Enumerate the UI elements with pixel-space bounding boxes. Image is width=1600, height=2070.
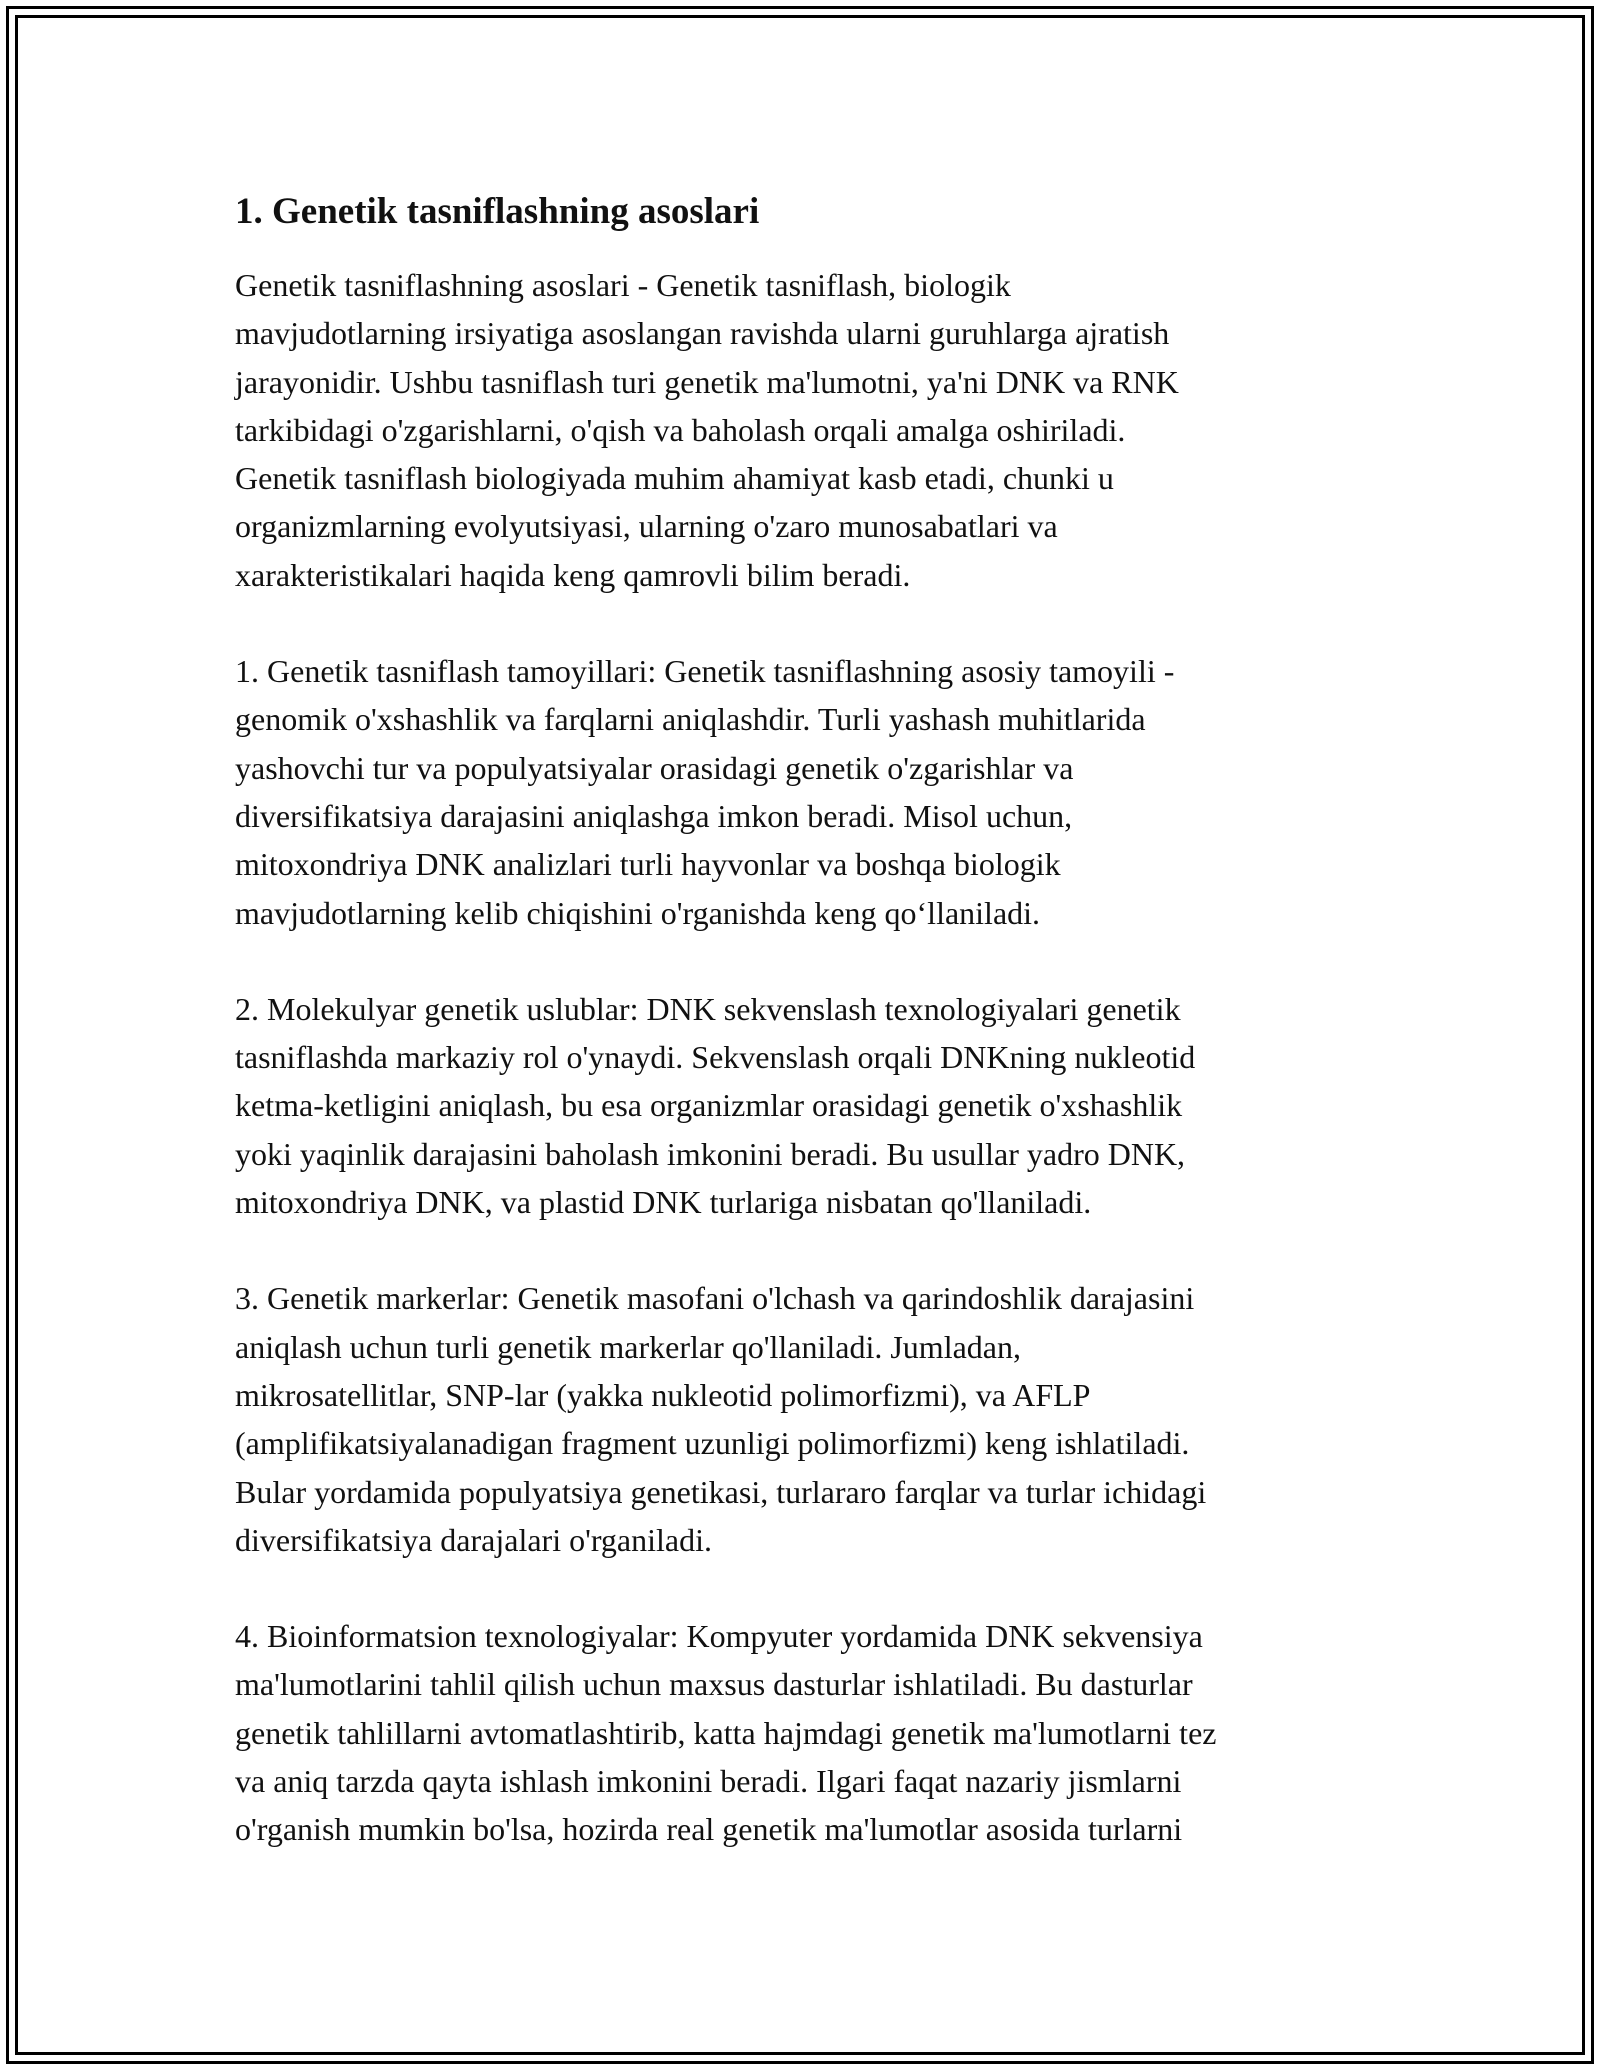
paragraph [235, 647, 1365, 937]
text-line: xarakteristikalari haqida keng qamrovli bilim beradi. [235, 556, 911, 593]
text-line: genomik o'xshashlik va farqlarni aniqlashdir. Turli yashash muhitlarida [235, 701, 1146, 738]
text-line: diversifikatsiya darajasini aniqlashga imkon beradi. Misol uchun, [235, 797, 1073, 834]
text-line: ma'lumotlarini tahlil qilish uchun maxsus dasturlar ishlatiladi. Bu dasturlar [235, 1666, 1193, 1703]
text-line: tasniflashda markaziy rol o'ynaydi. Sekvenslash orqali DNKning nukleotid [235, 1039, 1196, 1076]
text-line: genetik tahlillarni avtomatlashtirib, katta hajmdagi genetik ma'lumotlarni tez [235, 1714, 1217, 1751]
text-line: mikrosatellitlar, SNP-lar (yakka nukleotid polimorfizmi), va AFLP [235, 1376, 1091, 1413]
text-line: 3. Genetik markerlar: Genetik masofani o'lchash va qarindoshlik darajasini [235, 1280, 1195, 1317]
paragraph-list [235, 261, 1365, 1854]
text-line: yashovchi tur va populyatsiyalar orasidagi genetik o'zgarishlar va [235, 749, 1074, 786]
text-line: 1. Genetik tasniflash tamoyillari: Genetik tasniflashning asosiy tamoyili - [235, 653, 1175, 690]
paragraph [235, 985, 1365, 1226]
text-line: diversifikatsiya darajalari o'rganiladi. [235, 1521, 712, 1558]
text-line: mitoxondriya DNK, va plastid DNK turlariga nisbatan qo'llaniladi. [235, 1184, 1092, 1221]
text-line: 4. Bioinformatsion texnologiyalar: Kompyuter yordamida DNK sekvensiya [235, 1618, 1203, 1655]
text-line: ketma-ketligini aniqlash, bu esa organizmlar orasidagi genetik o'xshashlik [235, 1087, 1183, 1124]
text-line: 2. Molekulyar genetik uslublar: DNK sekvenslash texnologiyalari genetik [235, 990, 1181, 1027]
text-line: Bular yordamida populyatsiya genetikasi, turlararo farqlar va turlar ichidagi [235, 1473, 1207, 1510]
text-line: mavjudotlarning irsiyatiga asoslangan ravishda ularni guruhlarga ajratish [235, 315, 1170, 352]
text-line: Genetik tasniflash biologiyada muhim ahamiyat kasb etadi, chunki u [235, 460, 1114, 497]
text-line: yoki yaqinlik darajasini baholash imkonini beradi. Bu usullar yadro DNK, [235, 1135, 1186, 1172]
text-line: va aniq tarzda qayta ishlash imkonini beradi. Ilgari faqat nazariy jismlarni [235, 1763, 1182, 1800]
paragraph [235, 261, 1365, 599]
text-line: jarayonidir. Ushbu tasniflash turi genetik ma'lumotni, ya'ni DNK va RNK [235, 363, 1179, 400]
text-line: organizmlarning evolyutsiyasi, ularning o'zaro munosabatlari va [235, 508, 1058, 545]
section-heading: 1. Genetik tasniflashning asoslari [235, 191, 760, 232]
text-line: tarkibidagi o'zgarishlarni, o'qish va baholash orqali amalga oshiriladi. [235, 411, 1126, 448]
paragraph [235, 1612, 1365, 1853]
text-line: (amplifikatsiyalanadigan fragment uzunligi polimorfizmi) keng ishlatiladi. [235, 1425, 1190, 1462]
paragraph [235, 1274, 1365, 1564]
document-body [235, 188, 1365, 1902]
text-line: mavjudotlarning kelib chiqishini o'rganishda keng qo‘llaniladi. [235, 894, 1041, 931]
text-line: mitoxondriya DNK analizlari turli hayvonlar va boshqa biologik [235, 846, 1061, 883]
text-line: o'rganish mumkin bo'lsa, hozirda real genetik ma'lumotlar asosida turlarni [235, 1811, 1183, 1848]
text-line: Genetik tasniflashning asoslari - Genetik tasniflash, biologik [235, 267, 1011, 303]
text-line: aniqlash uchun turli genetik markerlar qo'llaniladi. Jumladan, [235, 1328, 1021, 1365]
